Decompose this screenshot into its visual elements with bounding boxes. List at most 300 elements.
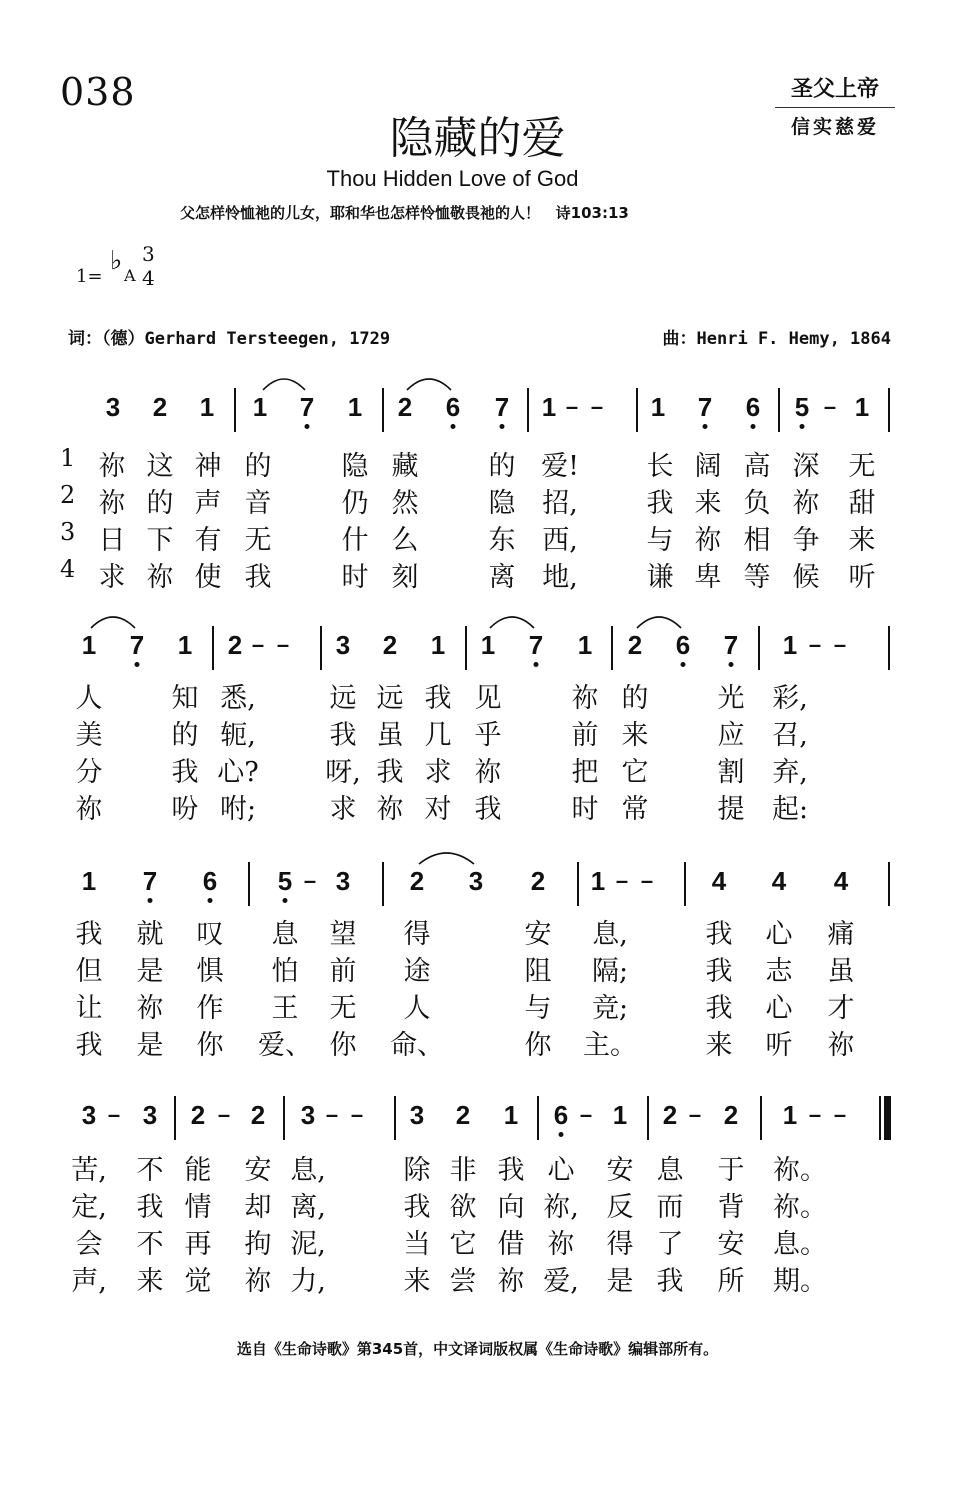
bar-line xyxy=(888,862,890,906)
note: 1 xyxy=(177,630,193,660)
lyric-line xyxy=(0,1259,955,1295)
lyric-line xyxy=(0,444,955,480)
lyric-line xyxy=(0,555,955,591)
bar-line xyxy=(382,388,384,432)
lyric-syllable: 割 xyxy=(717,757,745,788)
duration-dash: – xyxy=(823,394,837,419)
bar-line xyxy=(758,626,760,670)
slur-arc xyxy=(262,372,306,392)
hymn-title-chinese: 隐藏的爱 xyxy=(389,113,566,164)
duration-dash: – xyxy=(303,868,317,893)
note: 7 xyxy=(723,630,739,660)
lyric-syllable: 望 xyxy=(329,919,357,950)
lyric-syllable: 阔 xyxy=(694,451,722,482)
lyric-syllable: 祢 xyxy=(75,794,103,825)
lyric-syllable: 你 xyxy=(329,1030,357,1061)
lyric-line xyxy=(0,787,955,823)
lyric-syllable: 尝 xyxy=(449,1266,477,1297)
lyric-syllable: 远 xyxy=(376,683,404,714)
duration-dash: – xyxy=(590,394,604,419)
note: 1 xyxy=(854,392,870,422)
lyric-syllable: 息 xyxy=(271,919,299,950)
lyric-syllable: 时 xyxy=(571,794,599,825)
lyric-syllable: 才 xyxy=(827,993,855,1024)
lyric-syllable: 东 xyxy=(488,525,516,556)
note: 6 xyxy=(745,392,761,422)
lyric-syllable: 我 xyxy=(403,1192,431,1223)
note: 7 xyxy=(528,630,544,660)
lyric-syllable: 深 xyxy=(792,451,820,482)
lyric-syllable: 让 xyxy=(75,993,103,1024)
lyric-syllable: 咐; xyxy=(219,794,257,825)
verse-number: 2 xyxy=(60,481,76,509)
lyric-syllable: 定, xyxy=(71,1192,107,1223)
lyric-syllable: 无 xyxy=(329,993,357,1024)
lyric-line xyxy=(0,676,955,712)
lyric-syllable: 王 xyxy=(271,993,299,1024)
lyric-syllable: 长 xyxy=(646,451,674,482)
lyric-syllable: 弃, xyxy=(772,757,808,788)
duration-dash: – xyxy=(251,632,265,657)
lyric-syllable: 提 xyxy=(717,794,745,825)
note: 3 xyxy=(335,866,351,896)
lyric-syllable: 祢 xyxy=(146,562,174,593)
note: 7 xyxy=(697,392,713,422)
lyric-syllable: 乎 xyxy=(474,720,502,751)
lyricist-credit: 词：（德）Gerhard Tersteegen, 1729 xyxy=(68,329,391,349)
low-octave-dot xyxy=(283,898,288,903)
slur-arc xyxy=(418,846,475,866)
lyric-syllable: 的 xyxy=(171,720,199,751)
lyric-syllable: 前 xyxy=(329,956,357,987)
key-signature xyxy=(76,240,196,300)
lyric-syllable: 安 xyxy=(244,1155,272,1186)
lyric-line xyxy=(0,518,955,554)
lyric-syllable: 呀, xyxy=(325,757,361,788)
lyric-syllable: 地, xyxy=(542,562,578,593)
lyric-line xyxy=(0,481,955,517)
lyric-syllable: 惧 xyxy=(196,956,224,987)
bar-line xyxy=(778,388,780,432)
verse-number: 4 xyxy=(60,555,76,583)
duration-dash: – xyxy=(325,1102,339,1127)
lyric-syllable: 我 xyxy=(136,1192,164,1223)
note: 2 xyxy=(455,1100,471,1130)
lyric-syllable: 我 xyxy=(424,683,452,714)
lyric-syllable: 求 xyxy=(98,562,126,593)
lyric-syllable: 不 xyxy=(136,1155,164,1186)
note: 2 xyxy=(190,1100,206,1130)
lyric-syllable: 的 xyxy=(244,451,272,482)
bar-line xyxy=(636,388,638,432)
lyric-syllable: 负 xyxy=(743,488,771,519)
note: 7 xyxy=(142,866,158,896)
lyric-syllable: 祢 xyxy=(136,993,164,1024)
lyric-syllable: 得 xyxy=(403,919,431,950)
lyric-syllable: 我 xyxy=(705,956,733,987)
lyric-syllable: 来 xyxy=(136,1266,164,1297)
lyric-syllable: 主。 xyxy=(583,1030,637,1061)
lyric-syllable: 悉, xyxy=(220,683,256,714)
lyric-line xyxy=(0,713,955,749)
bar-line xyxy=(248,862,250,906)
bar-line xyxy=(394,1096,396,1140)
note: 1 xyxy=(590,866,606,896)
bar-line xyxy=(760,1096,762,1140)
lyric-syllable: 仍 xyxy=(341,488,369,519)
low-octave-dot xyxy=(534,662,539,667)
duration-dash: – xyxy=(808,1102,822,1127)
bar-line xyxy=(684,862,686,906)
lyric-syllable: 谦 xyxy=(646,562,674,593)
bar-line xyxy=(234,388,236,432)
lyric-syllable: 不 xyxy=(136,1229,164,1260)
lyric-syllable: 爱、 xyxy=(258,1030,312,1061)
bar-line xyxy=(174,1096,176,1140)
lyric-syllable: 再 xyxy=(184,1229,212,1260)
lyric-syllable: 心 xyxy=(765,919,793,950)
lyric-syllable: 来 xyxy=(848,525,876,556)
note: 2 xyxy=(397,392,413,422)
lyric-syllable: 祢。 xyxy=(773,1155,827,1186)
note: 2 xyxy=(662,1100,678,1130)
note: 2 xyxy=(409,866,425,896)
note: 7 xyxy=(299,392,315,422)
lyric-syllable: 竞; xyxy=(591,993,629,1024)
lyric-syllable: 祢 xyxy=(694,525,722,556)
scripture-epigraph: 父怎样怜恤祂的儿女，耶和华也怎样怜恤敬畏祂的人！ 诗103:13 xyxy=(180,204,629,222)
flat-symbol: ♭ xyxy=(110,246,123,276)
lyric-syllable: 命、 xyxy=(390,1030,444,1061)
lyric-syllable: 我 xyxy=(376,757,404,788)
verse-number: 1 xyxy=(60,444,76,472)
note: 5 xyxy=(794,392,810,422)
lyric-syllable: 听 xyxy=(848,562,876,593)
lyric-line xyxy=(0,1023,955,1059)
lyric-syllable: 使 xyxy=(194,562,222,593)
note: 2 xyxy=(152,392,168,422)
note: 1 xyxy=(81,630,97,660)
lyric-syllable: 却 xyxy=(244,1192,272,1223)
duration-dash: – xyxy=(808,632,822,657)
lyric-syllable: 力, xyxy=(290,1266,326,1297)
note: 2 xyxy=(250,1100,266,1130)
lyric-syllable: 途 xyxy=(403,956,431,987)
lyric-syllable: 求 xyxy=(329,794,357,825)
lyric-syllable: 你 xyxy=(524,1030,552,1061)
lyric-syllable: 而 xyxy=(656,1192,684,1223)
lyric-syllable: 安 xyxy=(717,1229,745,1260)
note: 2 xyxy=(227,630,243,660)
lyric-syllable: 安 xyxy=(524,919,552,950)
note: 1 xyxy=(650,392,666,422)
duration-dash: – xyxy=(688,1102,702,1127)
note: 4 xyxy=(711,866,727,896)
lyric-syllable: 志 xyxy=(765,956,793,987)
final-bar-thin xyxy=(879,1096,881,1140)
lyric-line xyxy=(0,912,955,948)
lyric-syllable: 于 xyxy=(717,1155,745,1186)
lyric-syllable: 我 xyxy=(75,919,103,950)
lyric-syllable: 祢, xyxy=(543,1192,579,1223)
lyric-syllable: 音 xyxy=(244,488,272,519)
bar-line xyxy=(888,388,890,432)
note: 3 xyxy=(468,866,484,896)
lyric-syllable: 无 xyxy=(244,525,272,556)
lyric-syllable: 借 xyxy=(497,1229,525,1260)
lyric-syllable: 我 xyxy=(171,757,199,788)
duration-dash: – xyxy=(107,1102,121,1127)
lyric-syllable: 我 xyxy=(656,1266,684,1297)
lyric-syllable: 日 xyxy=(98,525,126,556)
hymn-number: 038 xyxy=(60,70,136,114)
lyric-line xyxy=(0,1185,955,1221)
note: 1 xyxy=(577,630,593,660)
lyric-syllable: 我 xyxy=(329,720,357,751)
lyric-syllable: 祢 xyxy=(547,1229,575,1260)
note: 2 xyxy=(627,630,643,660)
lyric-syllable: 有 xyxy=(194,525,222,556)
lyric-syllable: 我 xyxy=(646,488,674,519)
lyric-syllable: 声 xyxy=(194,488,222,519)
lyric-syllable: 当 xyxy=(403,1229,431,1260)
note: 1 xyxy=(782,1100,798,1130)
lyric-syllable: 我 xyxy=(75,1030,103,1061)
low-octave-dot xyxy=(703,424,708,429)
low-octave-dot xyxy=(751,424,756,429)
lyric-syllable: 我 xyxy=(244,562,272,593)
note: 1 xyxy=(503,1100,519,1130)
bar-line xyxy=(527,388,529,432)
category-sub: 信实慈爱 xyxy=(790,116,879,138)
lyric-syllable: 的 xyxy=(621,683,649,714)
lyric-syllable: 息 xyxy=(656,1155,684,1186)
lyric-syllable: 心 xyxy=(765,993,793,1024)
lyric-syllable: 把 xyxy=(571,757,599,788)
bar-line xyxy=(283,1096,285,1140)
lyric-syllable: 隔; xyxy=(591,956,629,987)
time-signature-bottom: 4 xyxy=(142,266,155,290)
copyright-footer: 选自《生命诗歌》第345首，中文译词版权属《生命诗歌》编辑部所有。 xyxy=(236,1340,719,1358)
duration-dash: – xyxy=(350,1102,364,1127)
note: 2 xyxy=(530,866,546,896)
lyric-syllable: 隐 xyxy=(341,451,369,482)
lyric-syllable: 祢。 xyxy=(773,1192,827,1223)
lyric-syllable: 心? xyxy=(217,757,259,788)
lyric-syllable: 隐 xyxy=(488,488,516,519)
note: 1 xyxy=(430,630,446,660)
lyric-syllable: 能 xyxy=(184,1155,212,1186)
lyric-syllable: 欲 xyxy=(449,1192,477,1223)
lyric-line xyxy=(0,1222,955,1258)
note: 2 xyxy=(382,630,398,660)
key-letter: A xyxy=(124,266,136,285)
note: 6 xyxy=(445,392,461,422)
lyric-syllable: 情 xyxy=(184,1192,212,1223)
lyric-syllable: 高 xyxy=(743,451,771,482)
lyric-syllable: 彩, xyxy=(772,683,808,714)
lyric-syllable: 相 xyxy=(743,525,771,556)
lyric-syllable: 分 xyxy=(75,757,103,788)
lyric-syllable: 虽 xyxy=(376,720,404,751)
low-octave-dot xyxy=(135,662,140,667)
lyric-syllable: 期。 xyxy=(773,1266,827,1297)
lyric-syllable: 声, xyxy=(71,1266,107,1297)
lyric-syllable: 祢 xyxy=(98,451,126,482)
lyric-syllable: 这 xyxy=(146,451,174,482)
lyric-syllable: 是 xyxy=(136,1030,164,1061)
lyric-syllable: 远 xyxy=(329,683,357,714)
lyric-syllable: 会 xyxy=(75,1229,103,1260)
lyric-syllable: 来 xyxy=(403,1266,431,1297)
lyric-line xyxy=(0,1148,955,1184)
lyric-syllable: 无 xyxy=(848,451,876,482)
lyric-syllable: 息。 xyxy=(773,1229,827,1260)
lyric-syllable: 除 xyxy=(403,1155,431,1186)
note: 1 xyxy=(81,866,97,896)
lyric-line xyxy=(0,750,955,786)
low-octave-dot xyxy=(451,424,456,429)
lyric-syllable: 作 xyxy=(196,993,224,1024)
low-octave-dot xyxy=(208,898,213,903)
note-row xyxy=(0,1086,955,1146)
lyric-syllable: 心 xyxy=(547,1155,575,1186)
lyric-line xyxy=(0,986,955,1022)
bar-line xyxy=(611,626,613,670)
lyric-syllable: 甜 xyxy=(848,488,876,519)
lyric-syllable: 它 xyxy=(621,757,649,788)
lyric-syllable: 招, xyxy=(542,488,578,519)
category-main: 圣父上帝 xyxy=(775,72,895,108)
lyric-syllable: 吩 xyxy=(171,794,199,825)
note: 6 xyxy=(553,1100,569,1130)
lyric-syllable: 阻 xyxy=(524,956,552,987)
lyric-syllable: 祢 xyxy=(98,488,126,519)
note: 4 xyxy=(833,866,849,896)
lyric-syllable: 就 xyxy=(136,919,164,950)
lyric-syllable: 人 xyxy=(403,993,431,1024)
lyric-syllable: 爱, xyxy=(543,1266,579,1297)
lyric-syllable: 轭, xyxy=(220,720,256,751)
lyric-syllable: 我 xyxy=(705,919,733,950)
slur-arc xyxy=(489,610,535,630)
slur-arc xyxy=(406,372,452,392)
low-octave-dot xyxy=(681,662,686,667)
duration-dash: – xyxy=(217,1102,231,1127)
note: 3 xyxy=(300,1100,316,1130)
bar-line xyxy=(647,1096,649,1140)
lyric-syllable: 祢 xyxy=(474,757,502,788)
note: 6 xyxy=(202,866,218,896)
time-signature-top: 3 xyxy=(142,242,155,266)
slur-arc xyxy=(90,610,136,630)
lyric-syllable: 它 xyxy=(449,1229,477,1260)
final-bar-thick xyxy=(884,1096,891,1140)
low-octave-dot xyxy=(559,1132,564,1137)
note-row xyxy=(0,616,955,676)
low-octave-dot xyxy=(729,662,734,667)
note: 1 xyxy=(480,630,496,660)
note-row xyxy=(0,852,955,912)
lyric-syllable: 痛 xyxy=(827,919,855,950)
lyric-syllable: 下 xyxy=(146,525,174,556)
bar-line xyxy=(537,1096,539,1140)
lyric-syllable: 泥, xyxy=(290,1229,326,1260)
lyric-syllable: 祢 xyxy=(376,794,404,825)
lyric-syllable: 么 xyxy=(391,525,419,556)
note: 6 xyxy=(675,630,691,660)
note: 4 xyxy=(771,866,787,896)
lyric-syllable: 是 xyxy=(606,1266,634,1297)
lyric-syllable: 对 xyxy=(424,794,452,825)
lyric-syllable: 美 xyxy=(75,720,103,751)
lyric-syllable: 知 xyxy=(171,683,199,714)
lyric-syllable: 得 xyxy=(606,1229,634,1260)
lyric-syllable: 反 xyxy=(606,1192,634,1223)
note: 2 xyxy=(723,1100,739,1130)
low-octave-dot xyxy=(305,424,310,429)
lyric-syllable: 觉 xyxy=(184,1266,212,1297)
lyric-syllable: 然 xyxy=(391,488,419,519)
bar-line xyxy=(320,626,322,670)
duration-dash: – xyxy=(615,868,629,893)
lyric-syllable: 但 xyxy=(75,956,103,987)
note: 3 xyxy=(335,630,351,660)
lyric-syllable: 爱! xyxy=(541,451,579,482)
note: 1 xyxy=(541,392,557,422)
lyric-syllable: 与 xyxy=(524,993,552,1024)
bar-line xyxy=(212,626,214,670)
note: 1 xyxy=(347,392,363,422)
lyric-syllable: 见 xyxy=(474,683,502,714)
duration-dash: – xyxy=(833,1102,847,1127)
key-prefix: 1= xyxy=(76,266,103,287)
lyric-syllable: 求 xyxy=(424,757,452,788)
lyric-syllable: 来 xyxy=(621,720,649,751)
lyric-syllable: 时 xyxy=(341,562,369,593)
lyric-syllable: 西, xyxy=(542,525,578,556)
lyric-syllable: 我 xyxy=(705,993,733,1024)
note: 1 xyxy=(782,630,798,660)
lyric-syllable: 几 xyxy=(424,720,452,751)
note: 1 xyxy=(199,392,215,422)
bar-line xyxy=(382,862,384,906)
lyric-syllable: 我 xyxy=(474,794,502,825)
lyric-syllable: 怕 xyxy=(271,956,299,987)
lyric-line xyxy=(0,949,955,985)
low-octave-dot xyxy=(800,424,805,429)
lyric-syllable: 我 xyxy=(497,1155,525,1186)
lyric-syllable: 非 xyxy=(449,1155,477,1186)
lyric-syllable: 常 xyxy=(621,794,649,825)
lyric-syllable: 拘 xyxy=(244,1229,272,1260)
note: 1 xyxy=(612,1100,628,1130)
note: 7 xyxy=(494,392,510,422)
duration-dash: – xyxy=(640,868,654,893)
lyric-syllable: 祢 xyxy=(497,1266,525,1297)
lyric-syllable: 什 xyxy=(341,525,369,556)
duration-dash: – xyxy=(579,1102,593,1127)
note-row xyxy=(0,378,955,438)
lyric-syllable: 祢 xyxy=(827,1030,855,1061)
lyric-syllable: 与 xyxy=(646,525,674,556)
lyric-syllable: 藏 xyxy=(391,451,419,482)
bar-line xyxy=(465,626,467,670)
low-octave-dot xyxy=(148,898,153,903)
lyric-syllable: 安 xyxy=(606,1155,634,1186)
lyric-syllable: 叹 xyxy=(196,919,224,950)
lyric-syllable: 的 xyxy=(488,451,516,482)
